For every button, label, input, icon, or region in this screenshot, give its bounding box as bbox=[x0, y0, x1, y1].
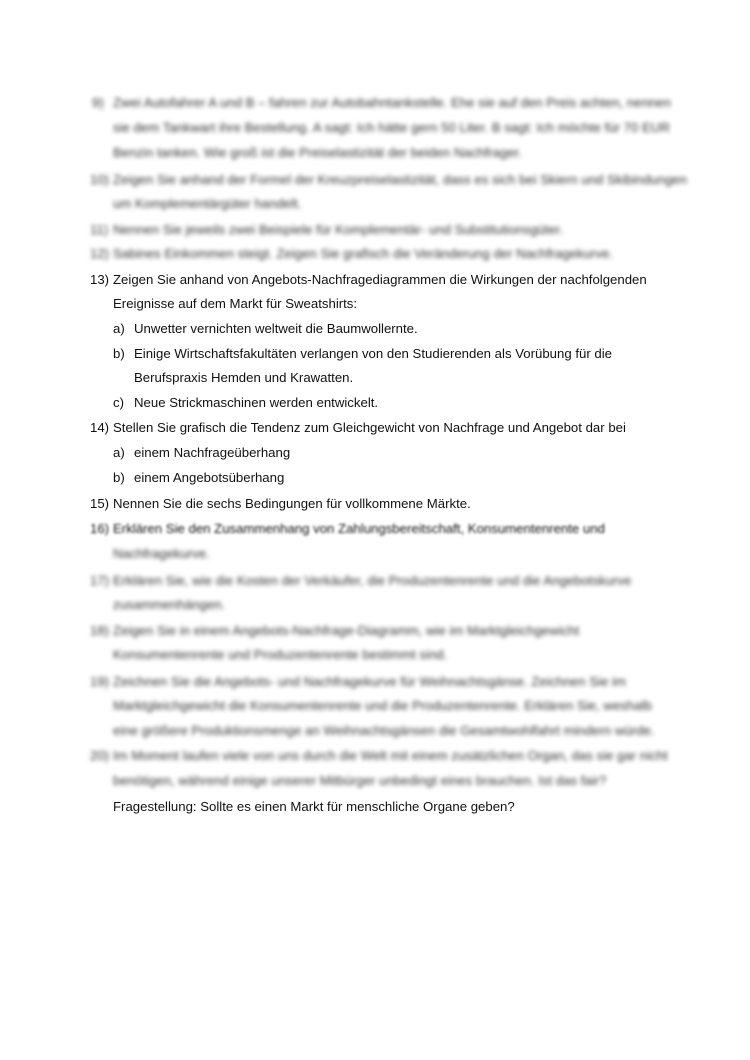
question-number: 19) bbox=[90, 674, 110, 689]
sub-item-label: a) bbox=[113, 321, 125, 336]
question-number: 17) bbox=[90, 573, 110, 588]
question-text-line: Zeigen Sie anhand der Formel der Kreuzpreiselastizität, dass es sich bei Skiern und Skibindungen bbox=[113, 172, 687, 187]
question-text-line: Nachfragekurve. bbox=[113, 546, 210, 561]
question-text-line: Benzin tanken. Wie groß ist die Preiselastizität der beiden Nachfrager. bbox=[113, 145, 523, 160]
question-number: 10) bbox=[90, 172, 110, 187]
sub-item-label: b) bbox=[113, 470, 125, 485]
question-number: 12) bbox=[90, 246, 110, 261]
question-number: 15) bbox=[90, 496, 110, 511]
question-text-line: Zwei Autofahrer A und B – fahren zur Autobahntankstelle. Ehe sie auf den Preis achten, nennen bbox=[113, 95, 671, 110]
question-number: 20) bbox=[90, 748, 110, 763]
sub-item-text: einem Angebotsüberhang bbox=[134, 470, 285, 485]
question-text-line: zusammenhängen. bbox=[113, 597, 226, 612]
sub-item-text: einem Nachfrageüberhang bbox=[134, 445, 291, 460]
question-number: 18) bbox=[90, 623, 110, 638]
sub-item-label: a) bbox=[113, 445, 125, 460]
sub-item-text: Einige Wirtschaftsfakultäten verlangen von den Studierenden als Vorübung für die bbox=[134, 346, 612, 361]
sub-item-label: b) bbox=[113, 346, 125, 361]
question-number: 9) bbox=[92, 95, 104, 110]
question-text-line: Marktgleichgewicht die Konsumentenrente und die Produzentenrente. Erklären Sie, weshalb bbox=[113, 698, 652, 713]
question-text-line: um Komplementärgüter handelt. bbox=[113, 196, 302, 211]
question-text-line: Konsumentenrente und Produzentenrente bestimmt sind. bbox=[113, 647, 448, 662]
question-text-line: sie dem Tankwart ihre Bestellung. A sagt: Ich hätte gern 50 Liter. B sagt: Ich möchte für 70 EUR bbox=[113, 120, 670, 135]
question-text-line: Im Moment laufen viele von uns durch die Welt mit einem zusätzlichen Organ, das sie gar nicht bbox=[113, 748, 668, 763]
question-text-line: Ereignisse auf dem Markt für Sweatshirts: bbox=[113, 296, 358, 311]
question-text-line: Stellen Sie grafisch die Tendenz zum Gleichgewicht von Nachfrage und Angebot dar bei bbox=[113, 420, 626, 435]
sub-item-text: Berufspraxis Hemden und Krawatten. bbox=[134, 370, 354, 385]
sub-item-label: c) bbox=[113, 395, 124, 410]
question-text-line: Fragestellung: Sollte es einen Markt für menschliche Organe geben? bbox=[113, 799, 515, 814]
question-text-line: Zeichnen Sie die Angebots- und Nachfragekurve für Weihnachtsgänse. Zeichnen Sie im bbox=[113, 674, 626, 689]
question-text-line: Nennen Sie jeweils zwei Beispiele für Komplementär- und Substitutionsgüter. bbox=[113, 222, 564, 237]
question-number: 11) bbox=[90, 222, 109, 237]
question-text-line: Nennen Sie die sechs Bedingungen für vollkommene Märkte. bbox=[113, 496, 471, 511]
question-text-line: eine größere Produktionsmenge an Weihnachtsgänsen die Gesamtwohlfahrt mindern würde. bbox=[113, 723, 655, 738]
sub-item-text: Unwetter vernichten weltweit die Baumwollernte. bbox=[134, 321, 418, 336]
question-text-line: benötigen, während einige unserer Mitbürger unbedingt eines brauchen. Ist das fair? bbox=[113, 773, 607, 788]
question-text-line: Sabines Einkommen steigt. Zeigen Sie grafisch die Veränderung der Nachfragekurve. bbox=[113, 246, 613, 261]
question-text-line: Erklären Sie den Zusammenhang von Zahlungsbereitschaft, Konsumentenrente und bbox=[113, 521, 605, 536]
question-text-line: Zeigen Sie in einem Angebots-Nachfrage-Diagramm, wie im Marktgleichgewicht bbox=[113, 623, 580, 638]
question-text-line: Zeigen Sie anhand von Angebots-Nachfragediagrammen die Wirkungen der nachfolgenden bbox=[113, 272, 647, 287]
question-number: 16) bbox=[90, 521, 110, 536]
question-text-line: Erklären Sie, wie die Kosten der Verkäufer, die Produzentenrente und die Angebotskurve bbox=[113, 573, 632, 588]
question-number: 13) bbox=[90, 272, 110, 287]
question-number: 14) bbox=[90, 420, 110, 435]
sub-item-text: Neue Strickmaschinen werden entwickelt. bbox=[134, 395, 379, 410]
